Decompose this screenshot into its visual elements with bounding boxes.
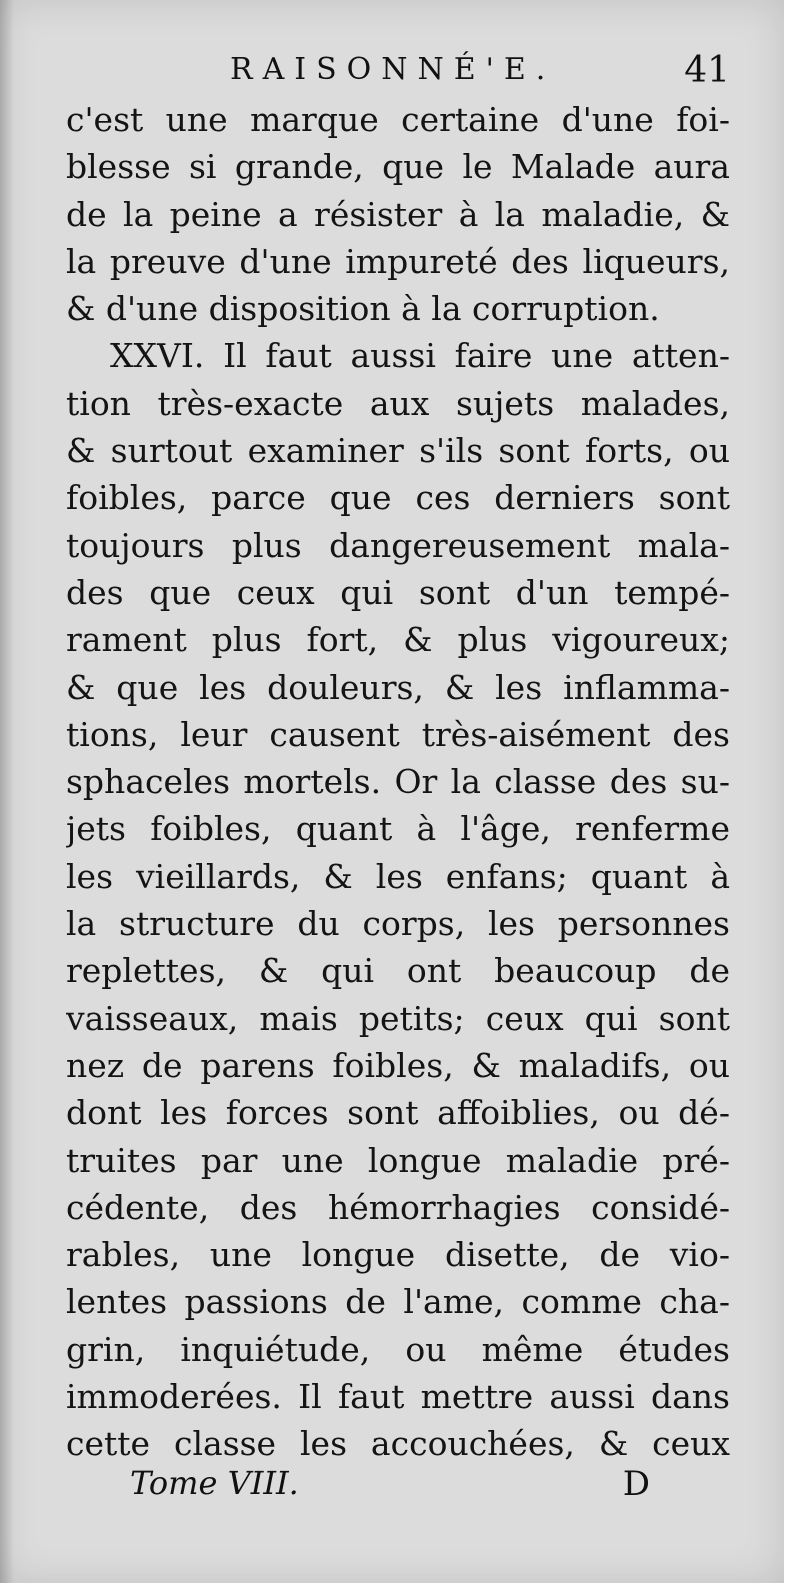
text-line: les vieillards, & les enfans; quant à xyxy=(66,856,730,896)
text-line: & surtout examiner s'ils sont forts, ou xyxy=(66,431,730,471)
text-line: & que les douleurs, & les inflamma- xyxy=(66,667,730,707)
text-line: replettes, & qui ont beaucoup de xyxy=(66,951,730,991)
page-footer xyxy=(130,1464,650,1514)
text-line: tion très-exacte aux sujets malades, xyxy=(66,383,730,423)
text-line: la structure du corps, les personnes xyxy=(66,904,730,944)
text-line: la preuve d'une impureté des liqueurs, xyxy=(66,241,730,281)
text-line: lentes passions de l'ame, comme cha- xyxy=(66,1282,730,1322)
text-line: immoderées. Il faut mettre aussi dans xyxy=(66,1377,730,1417)
page-header xyxy=(70,52,730,102)
text-line: dont les forces sont affoiblies, ou dé- xyxy=(66,1093,730,1133)
text-line: des que ceux qui sont d'un tempé- xyxy=(66,572,730,612)
text-line: nez de parens foibles, & maladifs, ou xyxy=(66,1045,730,1085)
signature-mark: D xyxy=(622,1464,650,1504)
text-line: c'est une marque certaine d'une foi- xyxy=(66,100,730,139)
section-start-line: XXVI. Il faut aussi faire une atten- xyxy=(110,336,730,376)
text-line: rament plus fort, & plus vigoureux; xyxy=(66,620,730,660)
text-line: sphaceles mortels. Or la classe des su- xyxy=(66,762,730,802)
text-line: cette classe les accouchées, & ceux xyxy=(66,1424,730,1464)
body-text xyxy=(66,96,730,1468)
text-line: & d'une disposition à la corruption. xyxy=(66,289,660,329)
text-line: jets foibles, quant à l'âge, renferme xyxy=(66,809,730,849)
volume-label: Tome VIII. xyxy=(130,1464,299,1502)
text-line: rables, une longue disette, de vio- xyxy=(66,1235,730,1275)
text-line: de la peine a résister à la maladie, & xyxy=(66,194,730,234)
text-line: foibles, parce que ces derniers sont xyxy=(66,478,730,518)
text-line: blesse si grande, que le Malade aura xyxy=(66,147,730,187)
page-number: 41 xyxy=(684,50,730,91)
running-head: RAISONNÉ'E. xyxy=(230,52,556,87)
text-line: grin, inquiétude, ou même études xyxy=(66,1329,730,1369)
text-line: toujours plus dangereusement mala- xyxy=(66,525,730,565)
text-line: tions, leur causent très-aisément des xyxy=(66,714,730,754)
text-line: vaisseaux, mais petits; ceux qui sont xyxy=(66,998,730,1038)
text-line: cédente, des hémorrhagies considé- xyxy=(66,1187,730,1227)
text-line: truites par une longue maladie pré- xyxy=(66,1140,730,1180)
